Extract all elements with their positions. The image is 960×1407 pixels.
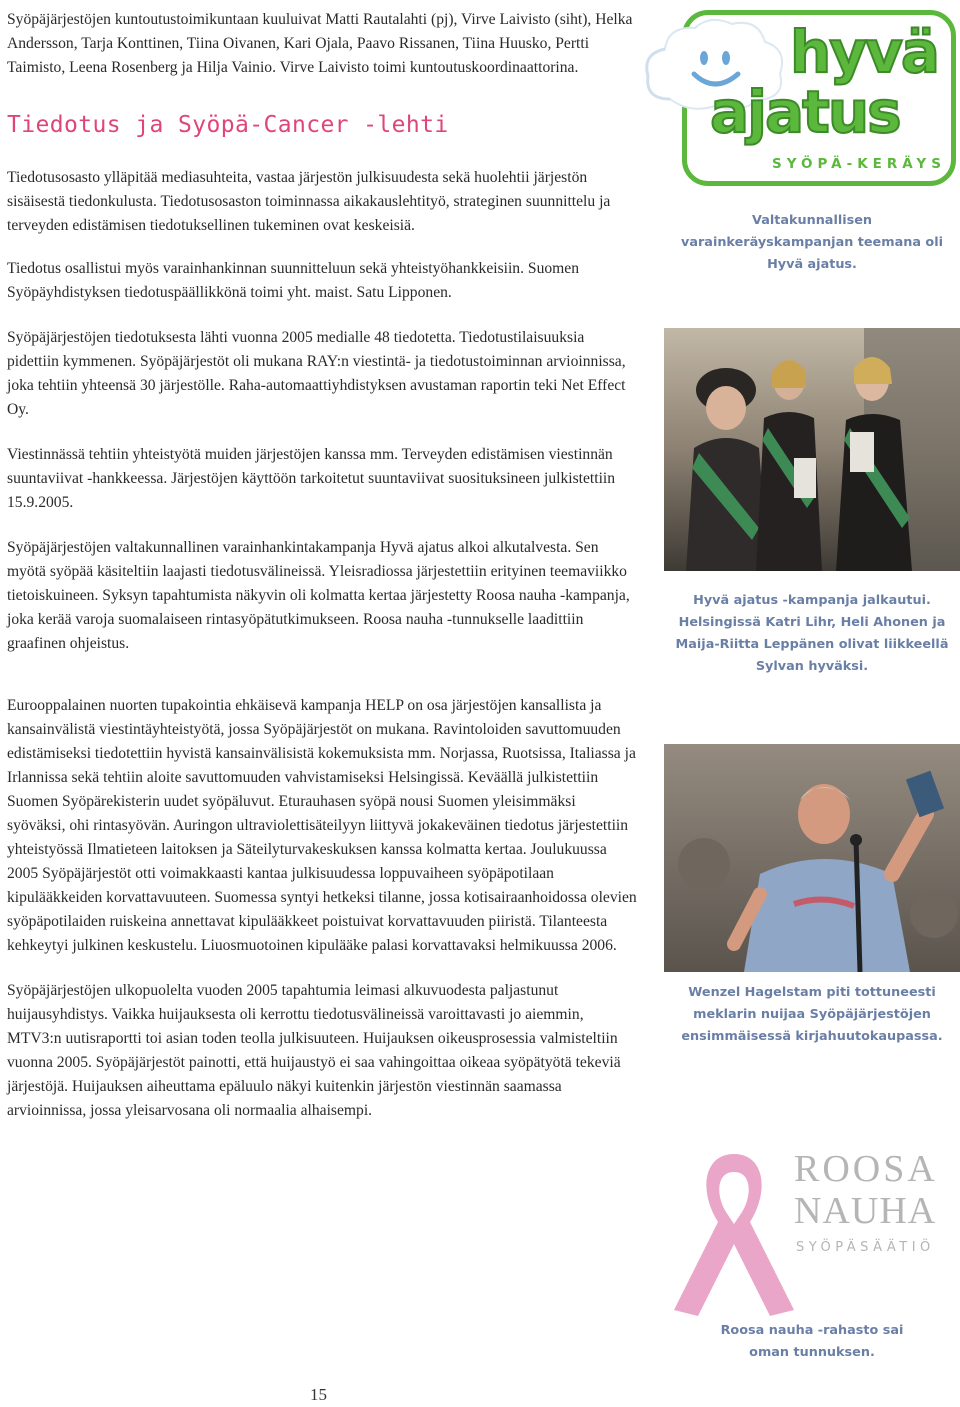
photo-volunteers [664,328,960,571]
section-heading: Tiedotus ja Syöpä-Cancer -lehti [7,112,449,138]
roosa-logo-line1: ROOSA [794,1148,938,1190]
roosa-logo-line2: NAUHA [794,1190,937,1232]
photo-auctioneer [664,744,960,972]
auctioneer-illustration [664,744,960,972]
logo-word-ajatus: ajatus [710,78,900,146]
paragraph-6: Eurooppalainen nuorten tupakointia ehkäisevä kampanja HELP on osa järjestöjen kansallista ja kansainvälistä viestintäyhteistyötä, jossa Syöpäjärjestöt on mukana. Ravintoloiden savuttomuuden edistämiseksi tiedotettiin hyvistä kansainvälisistä kokemuksista mm. Norjassa, Ruotsissa, Italiassa ja Irlannissa sekä tehtiin aloite savuttomuuden vahvistamiseksi Helsingissä. Keväällä julkistettiin Suomen Syöpärekisterin uudet syöpäluvut. Eturauhasen syöpä nousi Suomen yleisimmäksi syöväksi, ohi rintasyövän. Auringon ultraviolettisäteilyyn liittyvä jokakeväinen tiedotus järjestettiin yhteistyössä Ilmatieteen laitoksen ja Säteilyturvakeskuksen kanssa kolmatta kertaa. Joulukuussa 2005 Syöpäjärjestöt otti voimakkaasti kantaa julkisuudessa loppuvaiheen syöpäpotilaan kipulääkkeiden korvattavuuteen. Suomessa syntyi hetkeksi tilanne, jossa kotisairaanhoidossa olevien syöpäpotilaiden ruiskeina annettavat kipulääkkeet poistuivat korvattavuuden piiristä. Tilanteesta kehkeytyi julkinen keskustelu. Liuosmuotoinen kipulääke palasi korvattavaksi helmikuussa 2006. [7,697,637,954]
page-number: 15 [310,1385,327,1404]
hyva-ajatus-logo [640,4,958,190]
paragraph-4: Viestinnässä tehtiin yhteistyötä muiden järjestöjen kanssa mm. Terveyden edistämisen viestinnän suuntaviivat -hankkeessa. Järjestöjen käyttöön tarkoitetut suuntaviivat suosituksineen julkistettiin 15.9.2005. [7,446,616,511]
logo-word-hyva: hyvä [790,18,939,86]
paragraph-1: Tiedotusosasto ylläpitää mediasuhteita, vastaa järjestön julkisuudesta sekä huolehtii järjestön sisäisestä tiedonkulusta. Tiedotusosaston toiminnassa aikakauslehtityö, strateginen suunnittelu ja terveyden edistämisen tiedotuksellinen tukeminen ovat keskeisiä. [7,169,611,234]
caption-campaign-volunteers: Hyvä ajatus -kampanja jalkautui. Helsingissä Katri Lihr, Heli Ahonen ja Maija-Riitta Leppänen olivat liikkeellä Sylvan hyväksi. [675,593,949,674]
roosa-nauha-logo [664,1140,960,1320]
roosa-logo-line3: SYÖPÄSÄÄTIÖ [796,1240,935,1255]
intro-paragraph: Syöpäjärjestöjen kuntoutustoimikuntaan kuuluivat Matti Rautalahti (pj), Virve Laivisto (siht), Helka Andersson, Tarja Konttinen, Tiina Oivanen, Kari Ojala, Paavo Rissanen, Tiina Huusko, Pertti Taimisto, Leena Rosenberg ja Hilja Vainio. Virve Laivisto toimi kuntoutuskoordinaattorina. [7,11,633,76]
caption-roosa-fund: Roosa nauha -rahasto sai oman tunnuksen. [720,1323,904,1360]
paragraph-3: Syöpäjärjestöjen tiedotuksesta lähti vuonna 2005 medialle 48 tiedotetta. Tiedotustilaisuuksia pidettiin kymmenen. Syöpäjärjestöt oli mukana RAY:n viestintä- ja tiedotustoiminnan arvioinnissa, joka tehtiin yhteensä 30 järjestölle. Raha-automaattiyhdistyksen avustaman raportin teki Net Effect Oy. [7,329,626,418]
caption-auctioneer: Wenzel Hagelstam piti tottuneesti meklarin nuijaa Syöpäjärjestöjen ensimmäisessä kirjahuutokaupassa. [681,985,943,1044]
caption-campaign-theme: Valtakunnallisen varainkeräyskampanjan teemana oli Hyvä ajatus. [681,213,943,272]
paragraph-5: Syöpäjärjestöjen valtakunnallinen varainhankintakampanja Hyvä ajatus alkoi alkutalvesta. Sen myötä syöpää käsiteltiin laajasti tiedotusvälineissä. Yleisradiossa järjestettiin erityinen teemaviikko tietoiskuineen. Syksyn tapahtumista näkyvin oli kolmatta kertaa järjestetty Roosa nauha -kampanja, joka kerää varoja suomalaiseen rintasyöpätutkimukseen. Roosa nauha -tunnukselle laadittiin graafinen ohjeistus. [7,539,630,652]
volunteers-illustration [664,328,960,571]
logo-tagline: SYÖPÄ-KERÄYS [772,156,946,172]
paragraph-7: Syöpäjärjestöjen ulkopuolelta vuoden 2005 tapahtumia leimasi alkuvuodesta paljastunut huijausyhdistys. Vaikka huijauksesta oli kerrottu tiedotusvälineissä varoittavasti jo aiemmin, MTV3:n uutisraportti toi asian toden teolla julkisuuteen. Huijauksen oikeusprosessia valmisteltiin vuonna 2005. Syöpäjärjestöt painotti, että huijaustyö ei saa vahingoittaa oikeaa syöpätyötä tekeviä järjestöjä. Huijauksen aiheuttama epäluulo näkyi kuitenkin järjestön viestinnän saamassa arvioinnissa, jossa yleisarvosana oli normaalia alhaisempi. [7,982,621,1119]
pink-ribbon-icon [664,1140,804,1320]
article-body [7,8,637,1144]
paragraph-2: Tiedotus osallistui myös varainhankinnan suunnitteluun sekä yhteistyöhankkeisiin. Suomen Syöpäyhdistyksen tiedotuspäällikkönä toimi yht. maist. Satu Lipponen. [7,260,580,301]
